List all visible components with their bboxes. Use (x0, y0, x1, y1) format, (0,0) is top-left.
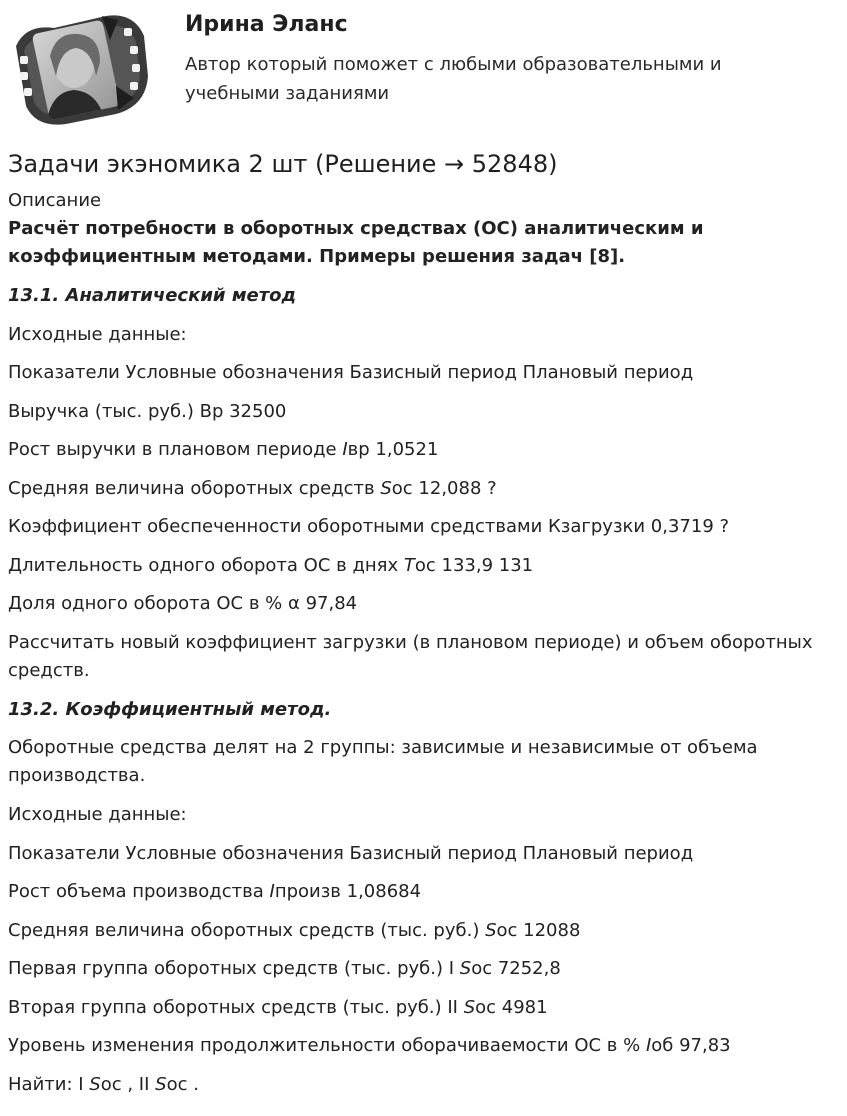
section1-source-label: Исходные данные: (8, 324, 187, 345)
section2-row: Первая группа оборотных средств (тыс. руб.) I Sос 7252,8 (8, 958, 561, 979)
section1-row: Длительность одного оборота ОС в днях Тос 133,9 131 (8, 555, 534, 576)
film-strip-avatar-icon (6, 6, 154, 130)
section1-row: Коэффициент обеспеченности оборотными средствами Кзагрузки 0,3719 ? (8, 516, 730, 537)
page-title: Задачи экэномика 2 шт (Решение → 52848) (8, 150, 558, 178)
section1-row: Рост выручки в плановом периоде Iвр 1,0521 (8, 439, 439, 460)
section2-table-header: Показатели Условные обозначения Базисный период Плановый период (8, 843, 694, 864)
section2-find: Найти: I Sос , II Sос . (8, 1074, 199, 1095)
author-header (0, 0, 847, 140)
description-label: Описание (8, 190, 102, 211)
section1-table-header: Показатели Условные обозначения Базисный период Плановый период (8, 362, 694, 383)
section2-row: Средняя величина оборотных средств (тыс. руб.) Sос 12088 (8, 920, 581, 941)
section1-heading: 13.1. Аналитический метод (8, 285, 297, 306)
section1-row: Средняя величина оборотных средств Sос 12,088 ? (8, 478, 497, 499)
section2-heading: 13.2. Коэффициентный метод. (8, 699, 332, 720)
intro-text: Расчёт потребности в оборотных средствах (ОС) аналитическим и коэффициентным методами. Примеры решения задач [8]. (8, 218, 704, 267)
section2-text: Оборотные средства делят на 2 группы: зависимые и независимые от объема производства. (8, 737, 758, 786)
section2-row: Вторая группа оборотных средств (тыс. руб.) II Sос 4981 (8, 997, 548, 1018)
section1-task: Рассчитать новый коэффициент загрузки (в плановом периоде) и объем оборотных средств. (8, 632, 813, 681)
author-avatar[interactable] (6, 6, 154, 130)
section2-source-label: Исходные данные: (8, 804, 187, 825)
author-name[interactable]: Ирина Эланс (185, 12, 348, 37)
section1-row: Доля одного оборота ОС в % α 97,84 (8, 593, 358, 614)
section1-row: Выручка (тыс. руб.) Вр 32500 (8, 401, 287, 422)
author-description: Автор который поможет с любыми образовательными и учебными заданиями (185, 54, 722, 104)
section2-row: Рост объема производства Iпроизв 1,08684 (8, 881, 422, 902)
section2-row: Уровень изменения продолжительности оборачиваемости ОС в % Iоб 97,83 (8, 1035, 731, 1056)
